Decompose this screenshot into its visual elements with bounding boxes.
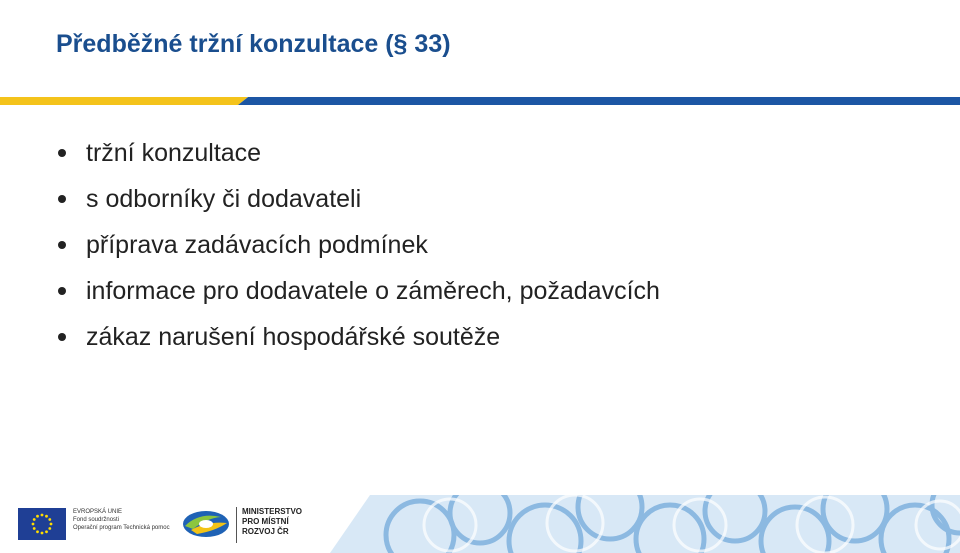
title-rule-blue	[238, 97, 960, 105]
decorative-pattern	[330, 495, 960, 553]
eu-program-text	[73, 508, 170, 532]
bullet-dot-icon	[58, 195, 66, 203]
bullet-item	[56, 274, 660, 320]
footer-logos	[0, 495, 960, 553]
title-rule	[0, 97, 960, 105]
eu-flag-icon	[18, 508, 66, 540]
eu-text-line: Operační program Technická pomoc	[73, 525, 170, 531]
bullet-text: tržní konzultace	[86, 139, 262, 167]
ministry-text-line: MINISTERSTVO	[242, 507, 303, 516]
bullet-item	[56, 136, 660, 182]
bullet-text: informace pro dodavatele o záměrech, požadavcích	[86, 277, 660, 305]
bullet-item	[56, 228, 660, 274]
ministry-text-line: ROZVOJ ČR	[242, 527, 289, 536]
bullet-dot-icon	[58, 149, 66, 157]
bullet-dot-icon	[58, 287, 66, 295]
bullet-item	[56, 182, 660, 228]
ministry-logo-icon	[181, 507, 231, 541]
bullet-text: zákaz narušení hospodářské soutěže	[86, 323, 501, 351]
ministry-text	[242, 507, 302, 537]
bullet-text: s odborníky či dodavateli	[86, 185, 362, 213]
bullet-text: příprava zadávacích podmínek	[86, 231, 428, 259]
slide-title: Předběžné tržní konzultace (§ 33)	[56, 30, 451, 58]
eu-text-line: Fond soudržnosti	[73, 517, 120, 523]
eu-text-line: EVROPSKÁ UNIE	[73, 509, 123, 515]
bullet-dot-icon	[58, 241, 66, 249]
title-rule-gold	[0, 97, 248, 105]
ministry-text-line: PRO MÍSTNÍ	[242, 517, 289, 526]
bullet-item	[56, 320, 660, 366]
bullet-list	[56, 136, 660, 366]
bullet-dot-icon	[58, 333, 66, 341]
ministry-separator	[236, 507, 237, 543]
